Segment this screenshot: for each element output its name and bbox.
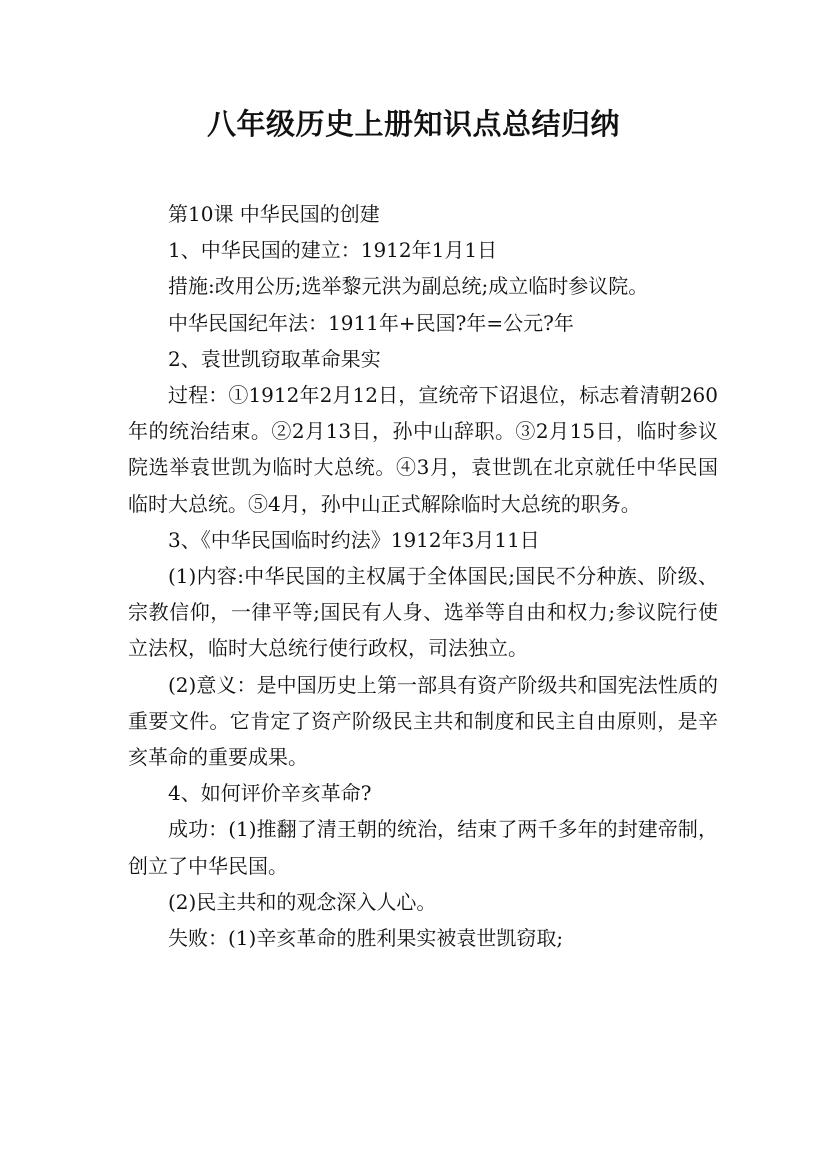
document-title: 八年级历史上册知识点总结归纳 (206, 107, 620, 141)
section-1-heading: 1、中华民国的建立：1912年1月1日 (168, 238, 498, 263)
section-3-heading: 3、《中华民国临时约法》1912年3月11日 (168, 527, 540, 552)
paragraph-measures: 措施:改用公历;选举黎元洪为副总统;成立临时参议院。 (168, 274, 649, 299)
paragraph-calendar: 中华民国纪年法：1911年+民国?年=公元?年 (168, 310, 574, 335)
paragraph-significance: (2)意义：是中国历史上第一部具有资产阶级共和国宪法性质的重要文件。它肯定了资产阶级民主共和制度和民主自由原则，是辛亥革命的重要成果。 (128, 672, 718, 770)
lesson-heading: 第10课 中华民国的创建 (168, 202, 380, 226)
paragraph-success-1: 成功：(1)推翻了清王朝的统治，结束了两千多年的封建帝制，创立了中华民国。 (128, 817, 718, 878)
section-2-heading: 2、袁世凯窃取革命果实 (168, 346, 381, 371)
paragraph-process: 过程：①1912年2月12日，宣统帝下诏退位，标志着清朝260年的统治结束。②2月13日，孙中山辞职。③2月15日，临时参议院选举袁世凯为临时大总统。④3月，袁世凯在北京就任中华民国临时大总统。⑤4月，孙中山正式解除临时大总统的职务。 (128, 383, 718, 516)
section-4-heading: 4、如何评价辛亥革命? (168, 781, 372, 806)
paragraph-success-2: (2)民主共和的观念深入人心。 (168, 889, 437, 914)
paragraph-failure-1: 失败：(1)辛亥革命的胜利果实被袁世凯窃取; (168, 926, 564, 951)
paragraph-content: (1)内容:中华民国的主权属于全体国民;国民不分种族、阶级、宗教信仰，一律平等;国民有人身、选举等自由和权力;参议院行使立法权，临时大总统行使行政权，司法独立。 (128, 564, 718, 661)
document-body (128, 196, 718, 956)
